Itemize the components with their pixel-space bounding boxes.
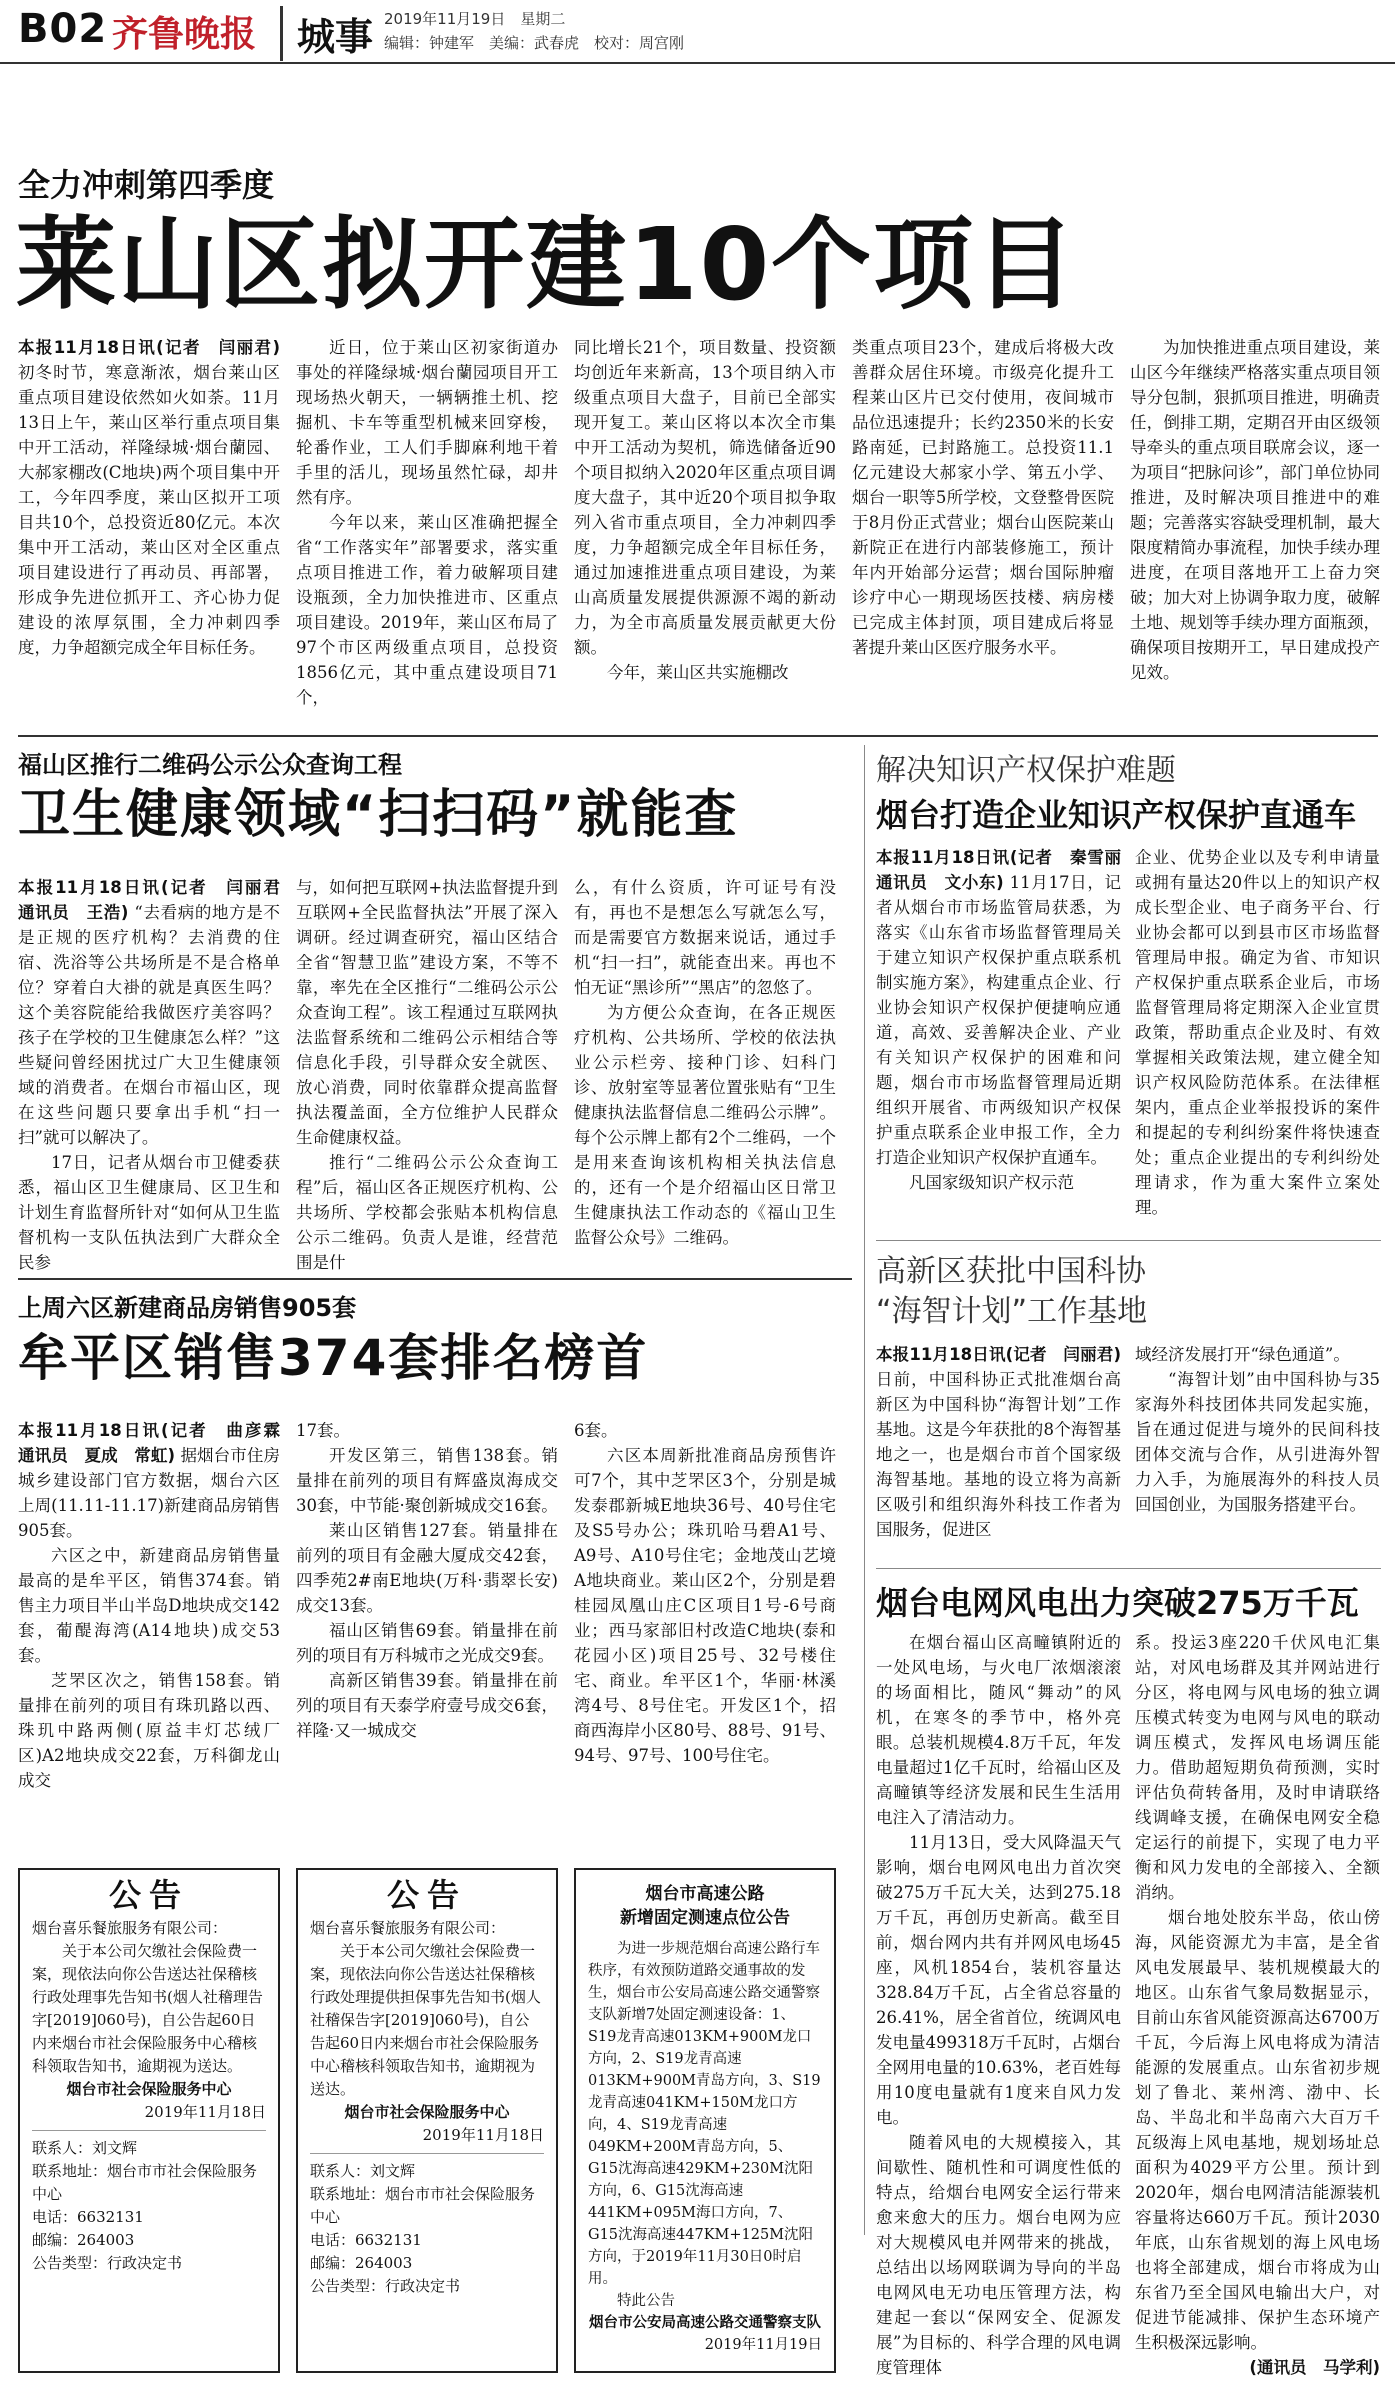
article1-col4: 类重点项目23个，建成后将极大改善群众居住环境。市级亮化提升工程莱山区片已交付使用，夜间城市品位迅速提升；长约2350米的长安路南延，已封路施工。总投资11.1亿元建设大郝家小学、第五小学、烟台一职等5所学校，文登整骨医院于8月份正式营业；烟台山医院莱山新院正在进行内部装修施工，预计年内开始部分运营；烟台国际肿瘤诊疗中心一期现场医技楼、病房楼已完成主体封顶，项目建成后将显著提升莱山区医疗服务水平。 xyxy=(852,338,1114,657)
divider xyxy=(310,2153,544,2154)
article6-headline: 烟台电网风电出力突破275万千瓦 xyxy=(876,1584,1359,1622)
article5-byline: 本报11月18日讯(记者 闫丽君) xyxy=(876,1345,1121,1364)
article3-byline: 本报11月18日讯(记者 秦雪丽 通讯员 文小东) xyxy=(876,848,1138,892)
article1-col2: 近日，位于莱山区初家街道办事处的祥隆绿城·烟台蘭园项目开工现场热火朝天，一辆辆推土机、挖掘机、卡车等重型机械来回穿梭，轮番作业，工人们手脚麻利地干着手里的活儿，现场虽然忙碌，却井然有序。 今年以来，莱山区准确把握全省“工作落实年”部署要求，落实重点项目推进工作，着力破解项目建设瓶颈，全力加快推进市、区重点项目建设。2019年，莱山区布局了97个市区两级重点项目，总投资1856亿元，其中重点建设项目71个， xyxy=(296,338,558,707)
divider xyxy=(18,735,1378,737)
article6-credit: (通讯员 马学利) xyxy=(1249,2358,1380,2377)
divider xyxy=(18,1278,852,1280)
article2-byline: 本报11月18日讯(记者 闫丽君 通讯员 王浩) xyxy=(18,878,297,922)
staff-line: 编辑：钟建军 美编：武春虎 校对：周宫刚 xyxy=(384,34,685,52)
page-number: B02 xyxy=(18,6,108,52)
article4-col3: 6套。 六区本周新批准商品房预售许可7个，其中芝罘区3个，分别是城发泰郡新城E地块36号、40号住宅及S5号办公；珠玑哈马碧A1号、A9号、A10号住宅；金地茂山艺境A地块商业。莱山区2个，分别是碧桂园凤凰山庄C区项目1号-6号商业；西马家部旧村改造C地块(泰和花园小区)项目25号、32号楼住宅、商业。牟平区1个，华丽·林溪湾4号、8号住宅。开发区1个，招商西海岸小区80号、88号、91号、94号、97号、100号住宅。 xyxy=(574,1421,836,1765)
article1-byline: 本报11月18日讯(记者 闫丽君) xyxy=(18,338,280,357)
article3-col2: 企业、优势企业以及专利申请量或拥有量达20件以上的知识产权成长型企业、电子商务平台、行业协会都可以到县市区市场监督管理局申报。确定为省、市知识产权保护重点联系企业后，市场监督管理局将定期深入企业宣贯政策，帮助重点企业及时、有效掌握相关政策法规，建立健全知识产权风险防范体系。在法律框架内，重点企业举报投诉的案件和提起的专利纠纷案件将快速查处；重点企业提出的专利纠纷处理请求，作为重大案件立案处理。 xyxy=(1135,848,1380,1217)
notice-title: 烟台市高速公路 新增固定测速点位公告 xyxy=(620,1884,790,1928)
article4-kicker: 上周六区新建商品房销售905套 xyxy=(18,1294,357,1322)
notice-title: 公告 xyxy=(386,1876,467,1914)
date-line: 2019年11月19日 星期二 xyxy=(384,10,566,28)
article3-col1: 本报11月18日讯(记者 秦雪丽 通讯员 文小东) 11月17日，记者从烟台市市场监管局获悉，为落实《山东省市场监督管理局关于建立知识产权保护重点联系机制实施方案》，构建重点企业、行业协会知识产权保护便捷响应通道，高效、妥善解决企业、产业有关知识产权保护的困难和问题，烟台市市场监督管理局近期组织开展省、市两级知识产权保护重点联系企业申报工作，全力打造企业知识产权保护直通车。 凡国家级知识产权示范 xyxy=(876,848,1138,1192)
article2-headline: 卫生健康领域“扫扫码”就能查 xyxy=(18,785,739,845)
article1-col3: 同比增长21个，项目数量、投资额均创近年来新高，13个项目纳入市级重点项目大盘子，目前已全部实现开复工。莱山区将以本次全市集中开工活动为契机，筛选储备近90个项目拟纳入2020年区重点项目调度大盘子，其中近20个项目拟争取列入省市重点项目，全力冲刺四季度，力争超额完成全年目标任务，通过加速推进重点项目建设，为莱山高质量发展提供源源不竭的新动力，为全市高质量发展贡献更大份额。 今年，莱山区共实施棚改 xyxy=(574,338,836,682)
article5-headline: 高新区获批中国科协 “海智计划”工作基地 xyxy=(876,1254,1148,1329)
article2-col2: 与，如何把互联网+执法监督提升到互联网+全民监督执法”开展了深入调研。经过调查研究，福山区结合全省“智慧卫监”建设方案，不等不靠，率先在全区推行“二维码公示公众查询工程”。该工程通过互联网执法监督系统和二维码公示相结合等信息化手段，引导群众安全就医、放心消费，同时依靠群众提高监督执法覆盖面，全方位维护人民群众生命健康权益。 推行“二维码公示公众查询工程”后，福山区各正规医疗机构、公共场所、学校都会张贴本机构信息公示二维码。负责人是谁，经营范围是什 xyxy=(296,878,558,1272)
article4-byline: 本报11月18日讯(记者 曲彦霖 通讯员 夏成 常虹) xyxy=(18,1421,297,1465)
vertical-divider xyxy=(864,745,865,2235)
article2-kicker: 福山区推行二维码公示公众查询工程 xyxy=(18,751,402,779)
notice-box-2: 公告 烟台喜乐餐旅服务有限公司： 关于本公司欠缴社会保险费一案，现依法向你公告送达社保稽核行政处理提供担保事先告知书(烟人社稽保告字[2019]060号)，自公告起60日内来烟台市社会保险服务中心稽核科领取告知书，逾期视为送达。 烟台市社会保险服务中心 2019年11月18日 联系人：刘文辉 联系地址：烟台市市社会保险服务中心 电话：6632131 邮编：264003 公告类型：行政决定书 xyxy=(296,1868,558,2373)
divider xyxy=(876,1568,1381,1569)
article1-kicker: 全力冲刺第四季度 xyxy=(18,166,275,204)
newspaper-logo: 齐鲁晚报 xyxy=(112,13,257,55)
article4-col2: 17套。 开发区第三，销售138套。销量排在前列的项目有辉盛岚海成交30套，中节能·聚创新城成交16套。 莱山区销售127套。销量排在前列的项目有金融大厦成交42套，四季苑2#南E地块(万科·翡翠长安)成交13套。 福山区销售69套。销量排在前列的项目有万科城市之光成交9套。 高新区销售39套。销量排在前列的项目有天泰学府壹号成交6套，祥隆·又一城成交 xyxy=(296,1421,558,1740)
divider xyxy=(876,1240,1381,1241)
article1-col5: 为加快推进重点项目建设，莱山区今年继续严格落实重点项目领导分包制，狠抓项目推进，明确责任，倒排工期，定期召开由区级领导牵头的重点项目联席会议，逐一为项目“把脉问诊”，部门单位协同推进，及时解决项目推进中的难题；完善落实容缺受理机制，最大限度精简办事流程，加快手续办理进度，在项目落地开工上奋力突破；加大对上协调争取力度，破解土地、规划等手续办理方面瓶颈，确保项目按期开工，早日建成投产见效。 xyxy=(1130,338,1380,682)
masthead xyxy=(0,0,1395,64)
article3-kicker: 解决知识产权保护难题 xyxy=(876,753,1176,788)
article1-col1: 本报11月18日讯(记者 闫丽君) 初冬时节，寒意渐浓，烟台莱山区重点项目建设依然如火如荼。11月13日上午，莱山区举行重点项目集中开工活动，祥隆绿城·烟台蘭园、大郝家棚改(C地块)两个项目集中开工，今年四季度，莱山区拟开工项目共10个，总投资近80亿元。本次集中开工活动，莱山区对全区重点项目建设进行了再动员、再部署，形成争先进位抓开工、齐心协力促建设的浓厚氛围，全力冲刺四季度，力争超额完成全年目标任务。 xyxy=(18,338,280,657)
article5-col2: 域经济发展打开“绿色通道”。 “海智计划”由中国科协与35家海外科技团体共同发起实施，旨在通过促进与境外的民间科技团体交流与合作，从引进海外智力入手，为施展海外的科技人员回国创业，为国服务搭建平台。 xyxy=(1135,1345,1380,1514)
divider xyxy=(32,2130,266,2131)
article6-col1: 在烟台福山区高疃镇附近的一处风电场，与火电厂浓烟滚滚的场面相比，随风“舞动”的风机，在寒冬的季节中，格外亮眼。总装机规模4.8万千瓦，年发电量超过1亿千瓦时，给福山区及高疃镇等经济发展和民生生活用电注入了清洁动力。 11月13日，受大风降温天气影响，烟台电网风电出力首次突破275万千瓦大关，达到275.18万千瓦，再创历史新高。截至目前，烟台网内共有并网风电场45座，风机1854台，装机容量达328.84万千瓦，占全省总容量的26.41%，居全省首位，统调风电发电量499318万千瓦时，占烟台全网用电量的10.63%，老百姓每用10度电量就有1度来自风力发电。 随着风电的大规模接入，其间歇性、随机性和可调度性低的特点，给烟台电网安全运行带来愈来愈大的压力。烟台电网为应对大规模风电并网带来的挑战，总结出以场网联调为导向的半岛电网风电无功电压管理方法，构建起一套以“保网安全、促源发展”为目标的、科学合理的风电调度管理体 xyxy=(876,1633,1121,2377)
article4-col1: 本报11月18日讯(记者 曲彦霖 通讯员 夏成 常虹) 据烟台市住房城乡建设部门官方数据，烟台六区上周(11.11-11.17)新建商品房销售905套。 六区之中，新建商品房销售量最高的是牟平区，销售374套。销售主力项目半山半岛D地块成交142套，葡醍海湾(A14地块)成交53套。 芝罘区次之，销售158套。销量排在前列的项目有珠玑路以西、珠玑中路两侧(原益丰灯芯绒厂区)A2地块成交22套，万科御龙山成交 xyxy=(18,1421,297,1790)
article2-col1: 本报11月18日讯(记者 闫丽君 通讯员 王浩) “去看病的地方是不是正规的医疗机构？去消费的住宿、洗浴等公共场所是不是合格单位？穿着白大褂的就是真医生吗？这个美容院能给我做医疗美容吗？孩子在学校的卫生健康怎么样？”这些疑问曾经困扰过广大卫生健康领域的消费者。在烟台市福山区，现在这些问题只要拿出手机“扫一扫”就可以解决了。 17日，记者从烟台市卫健委获悉，福山区卫生健康局、区卫生和计划生育监督所针对“如何从卫生监督机构一支队伍执法到广大群众全民参 xyxy=(18,878,297,1272)
notice-title: 公告 xyxy=(108,1876,189,1914)
article2-col3: 么，有什么资质，许可证号有没有，再也不是想怎么写就怎么写，而是需要官方数据来说话，通过手机“扫一扫”，就能查出来。再也不怕无证“黑诊所”“黑店”的忽悠了。 为方便公众查询，在各正规医疗机构、公共场所、学校的依法执业公示栏旁、接种门诊、妇科门诊、放射室等显著位置张贴有“卫生健康执法监督信息二维码公示牌”。每个公示牌上都有2个二维码，一个是用来查询该机构相关执法信息的，还有一个是介绍福山区日常卫生健康执法工作动态的《福山卫生监督公众号》二维码。 xyxy=(574,878,836,1247)
notice-box-3: 烟台市高速公路 新增固定测速点位公告 为进一步规范烟台高速公路行车秩序，有效预防道路交通事故的发生，烟台市公安局高速公路交通警察支队新增7处固定测速设备：1、S19龙青高速013KM+900M龙口方向，2、S19龙青高速013KM+900M青岛方向，3、S19龙青高速041KM+150M龙口方向，4、S19龙青高速049KM+200M青岛方向，5、G15沈海高速429KM+230M沈阳方向，6、G15沈海高速441KM+095M海口方向，7、G15沈海高速447KM+125M沈阳方向，于2019年11月30日0时启用。 特此公告 烟台市公安局高速公路交通警察支队 2019年11月19日 xyxy=(574,1868,836,2373)
article4-headline: 牟平区销售374套排名榜首 xyxy=(18,1329,649,1387)
notice-box-1: 公告 烟台喜乐餐旅服务有限公司： 关于本公司欠缴社会保险费一案，现依法向你公告送达社保稽核行政处理事先告知书(烟人社稽理告字[2019]060号)，自公告起60日内来烟台市社会保险服务中心稽核科领取告知书，逾期视为送达。 烟台市社会保险服务中心 2019年11月18日 联系人：刘文辉 联系地址：烟台市市社会保险服务中心 电话：6632131 邮编：264003 公告类型：行政决定书 xyxy=(18,1868,280,2373)
article1-headline: 莱山区拟开建10个项目 xyxy=(16,206,1078,323)
section-name: 城事 xyxy=(280,6,373,61)
article5-col1: 本报11月18日讯(记者 闫丽君) 日前，中国科协正式批准烟台高新区为中国科协“海智计划”工作基地。这是今年获批的8个海智基地之一，也是烟台市首个国家级海智基地。基地的设立将为高新区吸引和组织海外科技工作者为国服务，促进区 xyxy=(876,1345,1121,1539)
article3-headline: 烟台打造企业知识产权保护直通车 xyxy=(876,796,1357,834)
article6-col2: 系。投运3座220千伏风电汇集站，对风电场群及其并网站进行分区，将电网与风电场的独立调压模式转变为电网与风电的联动调压模式，发挥风电场调压能力。借助超短期负荷预测，实时评估负荷转备用，及时申请联络线调峰支援，在确保电网安全稳定运行的前提下，实现了电力平衡和风力发电的全部接入、全额消纳。 烟台地处胶东半岛，依山傍海，风能资源尤为丰富，是全省风电发展最早、装机规模最大的地区。山东省气象局数据显示，目前山东省风能资源高达6700万千瓦，今后海上风电将成为清洁能源的发展重点。山东省初步规划了鲁北、莱州湾、渤中、长岛、半岛北和半岛南六大百万千瓦级海上风电基地，规划场址总面积为4029平方公里。预计到2020年，烟台电网清洁能源装机容量将达660万千瓦。预计2030年底，山东省规划的海上风电场也将全部建成，烟台市将成为山东省乃至全国风电输出大户，对促进节能减排、保护生态环境产生积极深远影响。 (通讯员 马学利) xyxy=(1135,1633,1380,2377)
